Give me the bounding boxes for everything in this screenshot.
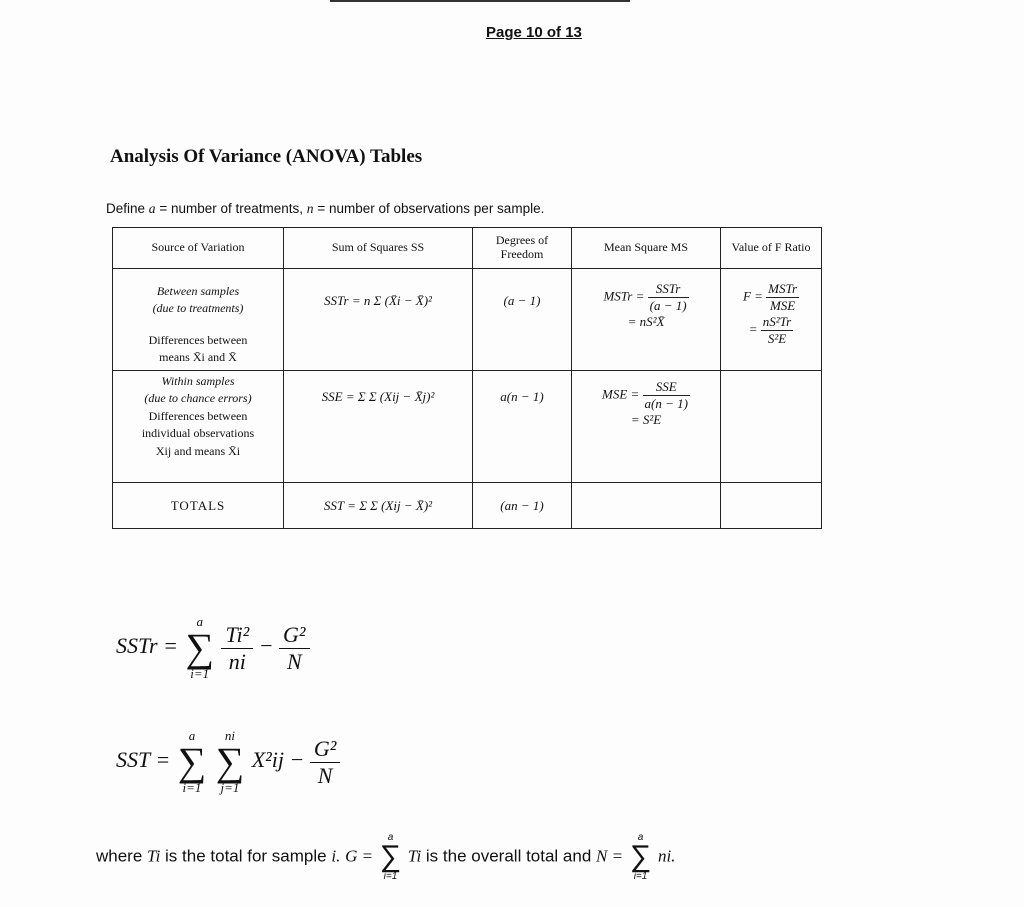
where-part3: is the overall total and [425,846,592,866]
between-ss-formula: SSTr = n Σ (X̄i − X̄)² [324,293,432,308]
sst-summation-1 [178,728,207,796]
table-row-between [113,269,822,371]
within-ms-den: a(n − 1) [644,396,688,411]
sstr-fraction-1 [221,622,253,675]
f-ratio-alt: = $\frac{\text{nS²Tr}}{\text{S²E}}$ [748,314,792,346]
n-sum-top: a [637,832,644,843]
definition-line [106,201,544,217]
between-ms-lhs: MSTr = [603,288,645,304]
within-ms-alt: = S²E [630,412,662,427]
header-ss: Sum of Squares SS [284,228,473,269]
f-alt-den: S²E [767,331,787,346]
sst-frac-num: G² [310,736,340,763]
header-df: Degrees of Freedom [473,228,572,269]
between-f [721,269,822,371]
n-term: ni. [657,846,676,866]
where-part1: where [96,846,143,866]
n-symbol: N = [596,846,624,866]
f-num: MSTr [768,281,798,296]
top-rule [330,0,630,2]
within-ss-formula: SSE = Σ Σ (Xij − X̄j)² [321,389,435,404]
within-source [113,371,284,483]
totals-ss-formula: SST = Σ Σ (Xij − X̄)² [323,497,433,513]
totals-f [721,483,822,529]
between-label-3: Differences between [148,332,248,347]
n-symbol: n [306,201,314,216]
sstr-frac2-den: N [286,648,302,674]
within-ms-formula [576,379,716,412]
between-source [113,269,284,371]
sst-sum2-bottom: j=1 [220,780,240,795]
sstr-sum-top: a [196,614,203,629]
g-sum-top: a [387,832,394,843]
totals-ms [572,483,721,529]
f-fraction [766,281,799,314]
between-label-4: means X̄i and X̄ [159,350,237,365]
within-ms-lhs: MSE = [602,386,640,402]
totals-df [473,483,572,529]
within-label-5: Xij and means X̄i [155,443,241,458]
sst-equation [116,728,340,796]
equals-sign: = [317,201,326,216]
within-df [473,371,572,483]
within-ms-num: SSE [643,379,690,396]
g-summation [380,832,401,882]
between-ms-formula [576,281,716,314]
sstr-minus: − [258,633,274,659]
sst-sum1-bottom: i=1 [182,780,202,795]
between-ms [572,269,721,371]
n-sum-bottom: i=1 [633,871,648,882]
f-alt-num: nS²Tr [762,314,792,329]
between-ms-num: SSTr [648,281,689,298]
sstr-frac2-num: G² [279,622,309,649]
header-f: Value of F Ratio [721,228,822,269]
equals-sign: = [159,201,168,216]
sstr-equation [116,614,310,682]
sst-frac-den: N [317,762,333,788]
within-label-4: individual observations [141,426,255,441]
totals-df-value: (an − 1) [500,497,544,513]
a-symbol: a [148,201,156,216]
between-df [473,269,572,371]
f-ratio-formula [725,281,817,314]
t-symbol: Ti [147,846,161,866]
table-header-row [113,228,822,269]
sst-sum2-top: ni [224,728,236,743]
sst-lhs: SST = [116,747,171,773]
anova-table [112,227,822,529]
within-label-3: Differences between [148,408,248,423]
sstr-frac-num: Ti² [221,622,253,649]
within-label-1: Within samples [161,374,235,388]
sigma-symbol: ∑ [629,840,652,873]
where-part2: is the total for sample [165,846,327,866]
within-df-value: a(n − 1) [500,389,544,404]
t-symbol-2: Ti [407,846,422,866]
table-row-totals [113,483,822,529]
where-line [96,832,675,882]
totals-label: TOTALS [113,483,284,529]
f-lhs: F = [742,288,763,304]
between-label-1: Between samples [156,284,240,298]
sst-minus: − [289,747,305,773]
sstr-fraction-2 [279,622,309,675]
between-ms-alt: = nS²X̄ [627,314,665,329]
definition-prefix: Define [106,201,146,216]
sstr-frac-den: ni [228,648,246,674]
sigma-symbol: ∑ [379,840,402,873]
header-ms: Mean Square MS [572,228,721,269]
within-f [721,371,822,483]
within-ms-fraction [643,379,690,412]
header-source: Source of Variation [113,228,284,269]
n-summation [630,832,651,882]
sstr-lhs: SSTr = [116,633,178,659]
between-ss [284,269,473,371]
sstr-summation [185,614,214,682]
sigma-symbol: ∑ [185,625,214,670]
f-den: MSE [769,298,796,313]
table-row-within [113,371,822,483]
between-ms-fraction [648,281,689,314]
within-ss [284,371,473,483]
sigma-symbol: ∑ [215,739,245,784]
between-label-2: (due to treatments) [152,301,244,316]
g-sum-bottom: i=1 [383,871,398,882]
totals-ss [284,483,473,529]
i-symbol: i. [331,846,341,866]
within-ms [572,371,721,483]
sst-sum1-top: a [188,728,196,743]
f-alt-fraction [761,314,793,347]
sst-term: X²ij [251,747,284,773]
page-number: Page 10 of 13 [486,24,582,41]
g-symbol: G = [345,846,374,866]
between-df-value: (a − 1) [503,293,541,308]
n-definition: number of observations per sample. [328,201,545,216]
sst-summation-2 [216,728,245,796]
sstr-sum-bottom: i=1 [190,666,210,681]
a-definition: number of treatments, [170,201,304,216]
between-ms-den: (a − 1) [649,298,687,313]
sst-fraction [310,736,340,789]
sigma-symbol: ∑ [177,739,207,784]
page-title: Analysis Of Variance (ANOVA) Tables [110,146,423,167]
within-label-2: (due to chance errors) [144,391,252,406]
